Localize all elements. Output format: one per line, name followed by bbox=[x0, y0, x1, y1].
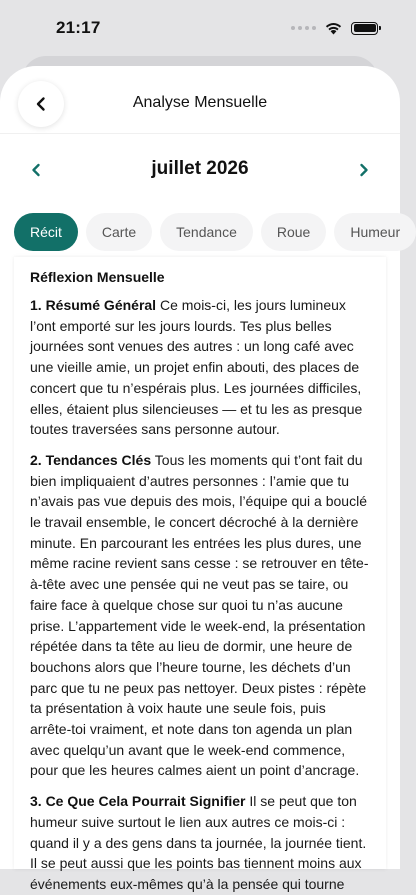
tab-roue[interactable]: Roue bbox=[261, 213, 326, 251]
view-tabs bbox=[0, 204, 400, 260]
tab-tendance[interactable]: Tendance bbox=[160, 213, 253, 251]
chevron-right-icon bbox=[359, 163, 369, 177]
report-section bbox=[30, 450, 370, 781]
tab-humeur[interactable]: Humeur bbox=[334, 213, 416, 251]
report-card[interactable] bbox=[14, 257, 386, 892]
month-label: juillet 2026 bbox=[151, 158, 249, 179]
tab-carte[interactable]: Carte bbox=[86, 213, 152, 251]
section-text: Ce mois-ci, les jours lumineux l’ont emporté sur les jours lourds. Tes plus belles journées sont venues des autres : un long café avec une vieille amie, un projet enfin abouti, des places de concert que tu n’espérais plus. Les journées difficiles, elles, étaient plus silencieuses — et tu les as presque toutes traversées sans personne autour. bbox=[30, 297, 363, 438]
status-icons bbox=[291, 21, 378, 35]
section-heading: 3. Ce Que Cela Pourrait Signifier bbox=[30, 793, 246, 810]
page-title: Analyse Mensuelle bbox=[132, 94, 268, 111]
battery-icon bbox=[351, 22, 378, 35]
report-title: Réflexion Mensuelle bbox=[30, 269, 165, 285]
section-text: Tous les moments qui t’ont fait du bien impliquaient d’autres personnes : l’amie que tu n’avais pas vue depuis des mois, l’équipe qui a bouclé le travail ensemble, le concert décroché à la dernière minute. En parcourant les entrées les plus dures, une même racine revient sans cesse : se retrouver en tête-à-tête avec une pensée qui ne veut pas se taire, ou faire face à quelque chose sur quoi tu n’as aucune prise. L’appartement vide le week-end, la présentation répétée dans ta tête au lieu de dormir, une heure de bouchons alors que l’heure tourne, les déchets d’un parc que tu ne peux pas nettoyer. Deux pistes : répète ta présentation à voix haute une seule fois, puis arrête-toi vraiment, et note dans ton agenda un plan avec quelqu’un avant que le week-end commence, pour que les heures calmes aient un point d’ancrage. bbox=[30, 451, 369, 779]
month-selector bbox=[0, 134, 400, 204]
tab-recit[interactable]: Récit bbox=[14, 213, 78, 251]
section-heading: 2. Tendances Clés bbox=[30, 451, 152, 468]
next-month-button[interactable] bbox=[352, 158, 376, 182]
report-section bbox=[30, 295, 370, 440]
signal-dots-icon bbox=[291, 26, 316, 30]
status-time: 21:17 bbox=[56, 18, 101, 37]
section-text: Il se peut que ton humeur suive surtout le lien aux autres ce mois-ci : quand il y a des gens dans ta journée, la journée tient. Il se peut aussi que les points bas tiennent moins aux événements eux-mêmes qu’à la pensée qui tourne bbox=[30, 793, 367, 892]
status-bar bbox=[0, 0, 400, 58]
report-section bbox=[30, 791, 370, 895]
analysis-sheet bbox=[0, 66, 401, 892]
section-heading: 1. Résumé Général bbox=[30, 297, 157, 313]
nav-bar bbox=[0, 66, 400, 134]
wifi-icon bbox=[324, 21, 343, 35]
